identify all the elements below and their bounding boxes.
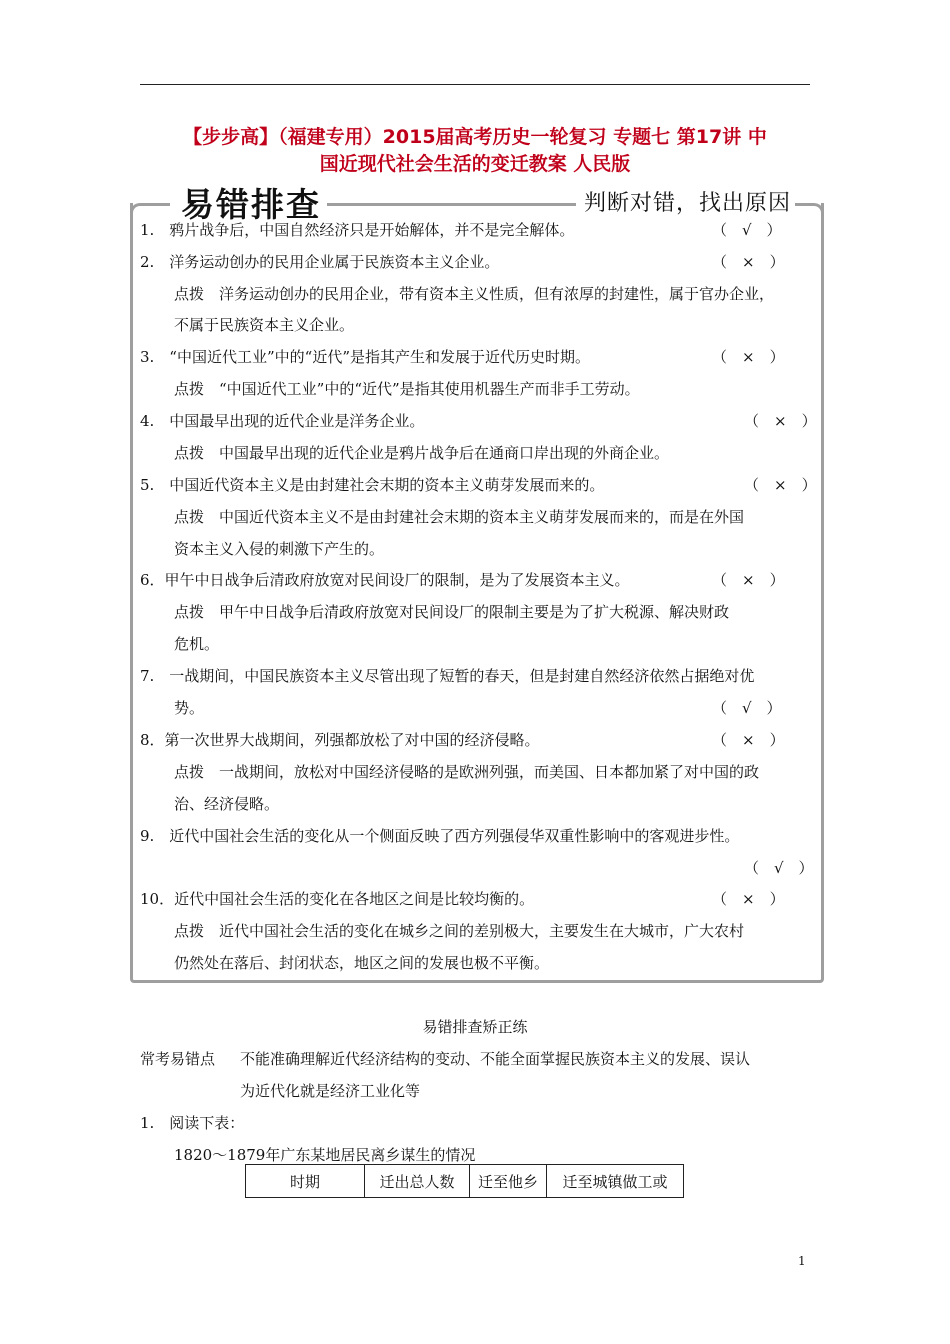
error-point-text: 不能准确理解近代经济结构的变动、不能全面掌握民族资本主义的发展、误认 (240, 1050, 751, 1068)
item-5-hint-cont: 资本主义入侵的刺激下产生的。 (174, 540, 385, 558)
item-5-mark: （ × ） (744, 476, 817, 494)
box-corner-right (792, 203, 824, 213)
item-1-mark: （ √ ） (712, 221, 782, 239)
table-header-row (246, 1165, 684, 1198)
item-2-question: 2. 洋务运动创办的民用企业属于民族资本主义企业。 (140, 253, 500, 271)
table-header-cell: 迁至城镇做工或 (547, 1165, 684, 1198)
error-point-text-cont: 为近代化就是经济工业化等 (240, 1082, 421, 1100)
document-title (140, 124, 810, 178)
item-1-question: 1. 鸦片战争后，中国自然经济只是开始解体，并不是完全解体。 (140, 221, 575, 239)
item-4-hint: 点拨 中国最早出现的近代企业是鸦片战争后在通商口岸出现的外商企业。 (174, 444, 670, 462)
item-10-hint: 点拨 近代中国社会生活的变化在城乡之间的差别极大，主要发生在大城市，广大农村 (174, 922, 745, 940)
box-corner-left (130, 203, 170, 213)
item-9-question: 9. 近代中国社会生活的变化从一个侧面反映了西方列强侵华双重性影响中的客观进步性。 (140, 827, 740, 845)
item-5-hint: 点拨 中国近代资本主义不是由封建社会末期的资本主义萌芽发展而来的，而是在外国 (174, 508, 745, 526)
item-8-hint: 点拨 一战期间，放松对中国经济侵略的是欧洲列强，而美国、日本都加紧了对中国的政 (174, 763, 760, 781)
error-point-label: 常考易错点 (140, 1050, 216, 1068)
item-7-question: 7. 一战期间，中国民族资本主义尽管出现了短暂的春天，但是封建自然经济依然占据绝对优 (140, 667, 755, 685)
header-rule (140, 84, 810, 85)
item-8-hint-cont: 治、经济侵略。 (174, 795, 280, 813)
item-7-mark: （ √ ） (712, 699, 782, 717)
item-2-mark: （ × ） (712, 253, 785, 271)
item-8-mark: （ × ） (712, 731, 785, 749)
table-header-cell: 迁至他乡 (470, 1165, 547, 1198)
item-5-question: 5. 中国近代资本主义是由封建社会末期的资本主义萌芽发展而来的。 (140, 476, 605, 494)
item-3-hint: 点拨 “中国近代工业”中的“近代”是指其使用机器生产而非手工劳动。 (174, 380, 640, 398)
box-top-border (320, 203, 576, 206)
item-2-hint: 点拨 洋务运动创办的民用企业，带有资本主义性质，但有浓厚的封建性，属于官办企业， (174, 285, 775, 303)
item-3-question: 3. “中国近代工业”中的“近代”是指其产生和发展于近代历史时期。 (140, 348, 590, 366)
question-1: 1. 阅读下表： (140, 1114, 245, 1132)
item-10-hint-cont: 仍然处在落后、封闭状态，地区之间的发展也极不平衡。 (174, 954, 550, 972)
title-line-2: 国近现代社会生活的变迁教案 人民版 (319, 153, 631, 175)
item-7-question-cont: 势。 (174, 699, 205, 717)
item-4-mark: （ × ） (744, 412, 817, 430)
box-header-title: 易错排查 (175, 183, 327, 227)
item-9-mark: （ √ ） (744, 859, 814, 877)
item-6-mark: （ × ） (712, 571, 785, 589)
title-line-1: 【步步高】（福建专用）2015届高考历史一轮复习 专题七 第17讲 中 (183, 126, 767, 148)
section-title: 易错排查矫正练 (422, 1018, 528, 1036)
box-header-subtitle: 判断对错，找出原因 (580, 188, 795, 220)
item-6-question: 6．甲午中日战争后清政府放宽对民间设厂的限制，是为了发展资本主义。 (140, 571, 630, 589)
item-8-question: 8．第一次世界大战期间，列强都放松了对中国的经济侵略。 (140, 731, 540, 749)
item-10-question: 10．近代中国社会生活的变化在各地区之间是比较均衡的。 (140, 890, 535, 908)
item-4-question: 4. 中国最早出现的近代企业是洋务企业。 (140, 412, 425, 430)
item-10-mark: （ × ） (712, 890, 785, 908)
table-header-cell: 时期 (246, 1165, 365, 1198)
item-6-hint-cont: 危机。 (174, 635, 220, 653)
table-header-cell: 迁出总人数 (365, 1165, 470, 1198)
item-6-hint: 点拨 甲午中日战争后清政府放宽对民间设厂的限制主要是为了扩大税源、解决财政 (174, 603, 730, 621)
item-2-hint-cont: 不属于民族资本主义企业。 (174, 316, 355, 334)
table-caption: 1820～1879年广东某地居民离乡谋生的情况 (174, 1146, 476, 1164)
migration-table (245, 1164, 684, 1198)
item-3-mark: （ × ） (712, 348, 785, 366)
page-number: 1 (798, 1254, 806, 1268)
